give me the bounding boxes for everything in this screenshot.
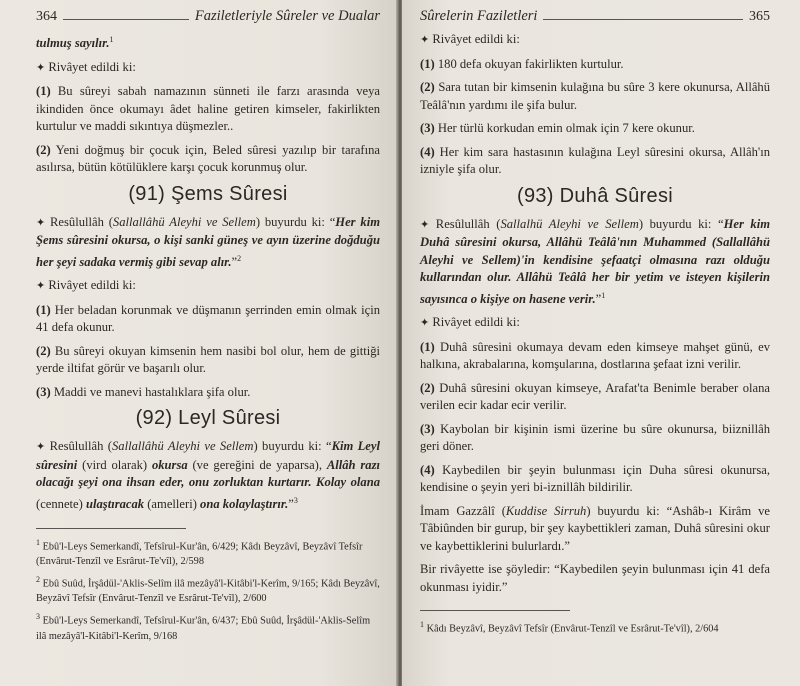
running-title: Sûrelerin Faziletleri xyxy=(420,8,538,24)
star-icon: ✦ xyxy=(36,216,46,229)
list-item: (4) Kaybedilen bir şeyin bulunması için Duha sûresi okunursa, kendisine o şeyin yeri bi-iznillâh bildirilir. xyxy=(420,462,770,495)
page-header xyxy=(420,8,770,25)
list-item: (3) Maddi ve manevi hastalıklara şifa olur. xyxy=(36,384,251,399)
footnote-rule xyxy=(420,610,570,611)
footnote-rule xyxy=(36,528,186,529)
section-heading: (93) Duhâ Sûresi xyxy=(517,184,673,207)
paragraph: Bir rivâyette ise şöyledir: “Kaybedilen şeyin bulunması için 41 defa okunması iyidir.” xyxy=(420,562,770,594)
star-icon: ✦ xyxy=(36,61,46,74)
header-rule xyxy=(543,19,743,20)
page-header xyxy=(36,8,380,25)
footnote: $^2$ Ebû Suûd, İrşâdül-'Aklis-Selîm ilâ mezâyâ'l-Kitâbi'l-Kerîm, 9/165; Kâdı Beyzâvî, Beyzâvî Tefsîr (Envârut-Tenzîl ve Esrârut-Te'vîl), 2/600 xyxy=(36,574,380,605)
list-item: (2) Sara tutan bir kimsenin kulağına bu sûre 3 kere okunursa, Allâhü Teâlâ'nın yardımı ile şifa bulur. xyxy=(420,80,770,112)
rivayet-line: ✦ Rivâyet edildi ki: xyxy=(36,59,136,74)
star-icon: ✦ xyxy=(420,34,430,46)
star-icon: ✦ xyxy=(36,280,46,293)
running-title: Faziletleriyle Sûreler ve Dualar xyxy=(194,8,380,24)
star-icon: ✦ xyxy=(420,218,430,231)
list-item: (3) Her türlü korkudan emin olmak için 7 kere okunur. xyxy=(420,121,695,135)
list-item: (2) Yeni doğmuş bir çocuk için, Beled sûresi yazılıp bir tarafına asılırsa, bütün kötülüklere karşı çocuk korunmuş olur. xyxy=(36,142,380,175)
paragraph: tulmuş sayılır.$^1$ xyxy=(36,35,114,51)
star-icon: ✦ xyxy=(420,317,430,330)
list-item: (4) Her kim sara hastasının kulağına Leyl sûresini okursa, Allâh'ın izniyle şifa olur. xyxy=(420,144,770,176)
page-number: 364 xyxy=(36,9,57,24)
header-rule xyxy=(63,19,189,20)
footnote: $^1$ Kâdı Beyzâvî, Beyzâvî Tefsîr (Envârut-Tenzîl ve Esrârut-Te'vîl), 2/604 xyxy=(420,620,719,635)
right-page xyxy=(402,0,800,686)
star-icon: ✦ xyxy=(36,441,46,454)
rivayet-line: ✦ Rivâyet edildi ki: xyxy=(420,32,520,46)
footnote: $^1$ Ebû'l-Leys Semerkandî, Tefsîrul-Kur'ân, 6/429; Kâdı Beyzâvî, Beyzâvî Tefsîr (Envârut-Tenzîl ve Esrârut-Te'vîl), 2/598 xyxy=(36,537,363,567)
list-item: (1) Bu sûreyi sabah namazının sünneti ile farzı arasında veya ikindiden önce okumayı âdet haline getiren kimseler, fakirlikten kurtulur ve maddi sıkıntıya düşmezler.. xyxy=(36,84,380,134)
left-page xyxy=(0,0,398,686)
page-number: 365 xyxy=(749,9,770,24)
paragraph: İmam Gazzâlî (Kuddise Sirruh) buyurdu ki: “Ashâb-ı Kirâm ve Tâbiûnden bir gurup, bir şey kaybettikleri zaman, Duhâ sûresini okur ve kaybettiklerini bulurlardı.” xyxy=(420,503,771,553)
footnote: $^3$ Ebû'l-Leys Semerkandî, Tefsîrul-Kur'ân, 6/437; Ebû Suûd, İrşâdül-'Aklis-Selîm ilâ mezâyâ'l-Kitâbi'l-Kerîm, 9/168 xyxy=(36,612,371,642)
hadith-paragraph: ✦ Resûlullâh (Sallallâhü Aleyhi ve Sellem) buyurdu ki: “Her kim Şems sûresini okursa, o kişi sanki güneş ve ayın üzerine doğduğu her şeyi sadaka vermiş gibi sevap alır.”$^2$ xyxy=(36,214,380,269)
section-heading: (92) Leyl Sûresi xyxy=(135,407,281,430)
list-item: (3) Kaybolan bir kişinin ismi üzerine bu sûre okunursa, biiznillâh geri döner. xyxy=(420,421,770,454)
list-item: (1) Duhâ sûresini okumaya devam eden kimseye mahşet günü, ev halkına, akrabalarına, komşularına, dostlarına şefaat izni verilir. xyxy=(420,339,770,372)
rivayet-line: ✦ Rivâyet edildi ki: xyxy=(420,315,520,330)
section-heading: (91) Şems Sûresi xyxy=(128,182,288,205)
list-item: (2) Bu sûreyi okuyan kimsenin hem nasibi bol olur, hem de gittiği yerde iltifat görür ve başarılı olur. xyxy=(36,343,380,376)
list-item: (1) Her beladan korunmak ve düşmanın şerrinden emin olmak için 41 defa okunur. xyxy=(36,302,380,335)
hadith-paragraph: ✦ Resûlullâh (Sallalhü Aleyhi ve Sellem) buyurdu ki: “Her kim Duhâ sûresini okursa, Allâhü Teâlâ'nın Muhammed (Sallallâhü Aleyhi ve Sellem)'in kendisine şefaatçi olmasına razı olduğu kullarından olur. Allâhü Teâlâ her bir yetim ve isteyen kişilerin sayısınca o kişiye on hasene verir.”$^1$ xyxy=(420,216,771,306)
hadith-paragraph: ✦ Resûlullâh (Sallallâhü Aleyhi ve Sellem) buyurdu ki: “Kim Leyl sûresini (vird olarak) okursa (ve gereğini de yaparsa), Allâh razı olacağı şeyi ona ihsan eder, onu zorluktan kurtarır. Kolay olana (cennete) ulaştıracak (amelleri) ona kolaylaştırır.”$^3$ xyxy=(36,439,380,512)
list-item: (2) Duhâ sûresini okuyan kimseye, Arafat'ta Benimle beraber olana verilen ecir kadar ecir verilir. xyxy=(420,380,771,413)
list-item: (1) 180 defa okuyan fakirlikten kurtulur. xyxy=(420,56,624,71)
rivayet-line: ✦ Rivâyet edildi ki: xyxy=(36,278,136,293)
